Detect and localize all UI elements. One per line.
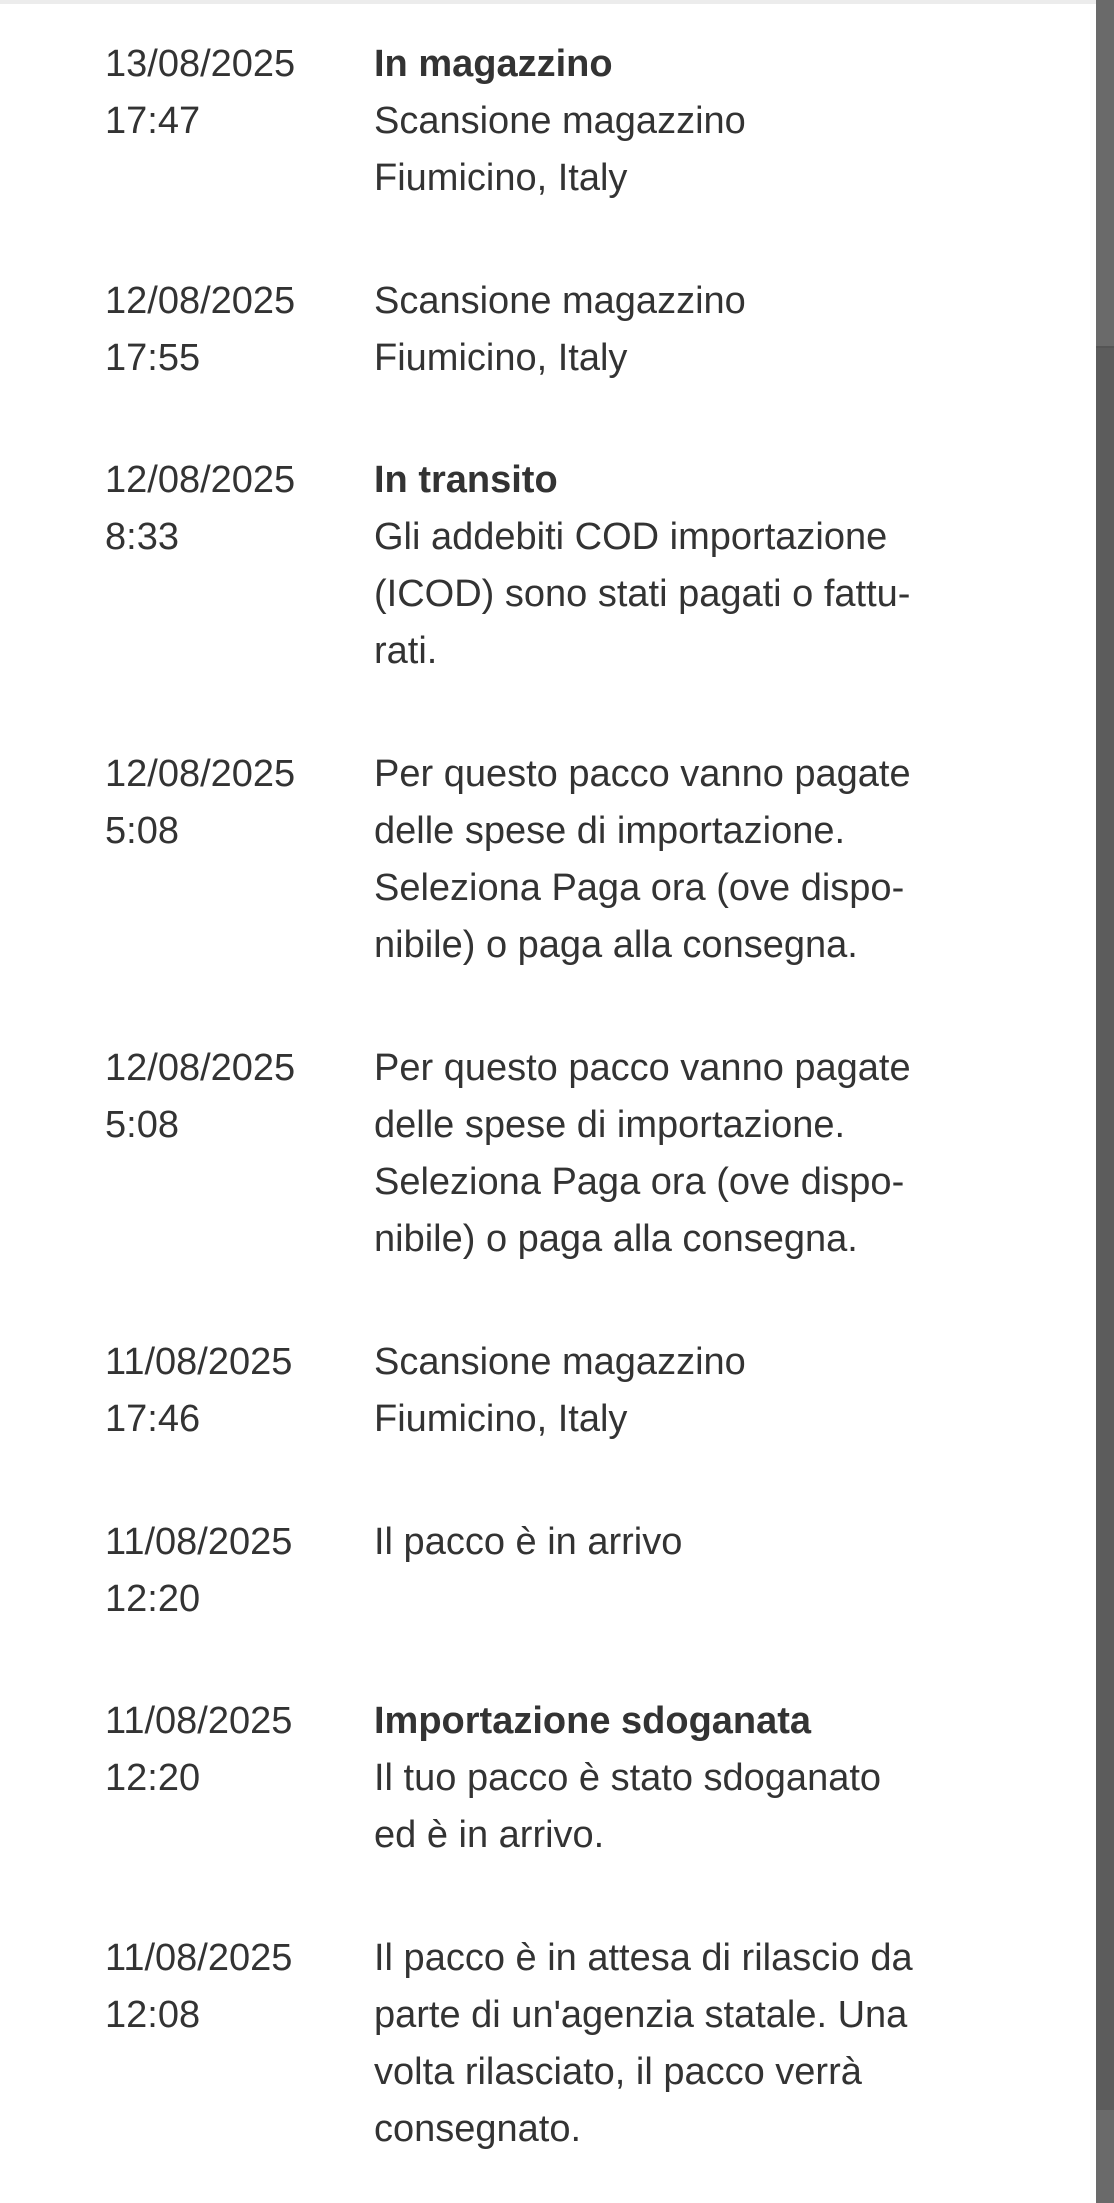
event-text-line: delle spese di importazione. (374, 810, 846, 852)
event-datetime (105, 36, 355, 150)
event-datetime (105, 1693, 355, 1807)
event-status: In magazzino (374, 43, 613, 85)
event-datetime (105, 746, 355, 860)
event-text-line: Seleziona Paga ora (ove dispo- (374, 1161, 905, 1203)
event-text-line: (ICOD) sono stati pagati o fattu- (374, 573, 911, 615)
event-date: 12/08/2025 (105, 753, 296, 795)
event-time: 12:20 (105, 1578, 201, 1620)
event-text-line: Per questo pacco vanno pagate (374, 753, 911, 795)
event-text-line: volta rilasciato, il pacco verrà (374, 2051, 862, 2093)
event-time: 5:08 (105, 1104, 179, 1146)
event-time: 8:33 (105, 516, 179, 558)
event-text-line: nibile) o paga alla consegna. (374, 1218, 858, 1260)
event-text-line: Gli addebiti COD importazione (374, 516, 888, 558)
event-datetime (105, 1040, 355, 1154)
event-text-line: Scansione magazzino (374, 280, 746, 322)
event-date: 12/08/2025 (105, 280, 296, 322)
scrollbar-lower-segment[interactable] (1096, 2110, 1114, 2203)
event-text-line: Per questo pacco vanno pagate (374, 1047, 911, 1089)
event-datetime (105, 273, 355, 387)
event-time: 17:47 (105, 100, 201, 142)
event-text-line: Seleziona Paga ora (ove dispo- (374, 867, 905, 909)
event-description (374, 273, 1014, 387)
event-text-line: rati. (374, 630, 438, 672)
event-description (374, 1334, 1014, 1448)
event-text-line: ed è in arrivo. (374, 1814, 605, 1856)
event-time: 17:46 (105, 1398, 201, 1440)
event-time: 17:55 (105, 337, 201, 379)
event-description (374, 746, 1014, 974)
event-date: 11/08/2025 (105, 1700, 293, 1742)
event-text-line: Il pacco è in arrivo (374, 1521, 683, 1563)
event-text-line: Fiumicino, Italy (374, 1398, 628, 1440)
event-datetime (105, 1514, 355, 1628)
event-text-line: consegnato. (374, 2108, 582, 2150)
event-date: 12/08/2025 (105, 1047, 296, 1089)
event-status: Importazione sdoganata (374, 1700, 812, 1742)
event-text-line: Il pacco è in attesa di rilascio da (374, 1937, 913, 1979)
event-datetime (105, 452, 355, 566)
event-text-line: Fiumicino, Italy (374, 157, 628, 199)
event-description (374, 1693, 1014, 1864)
event-text-line: Fiumicino, Italy (374, 337, 628, 379)
event-time: 5:08 (105, 810, 179, 852)
event-text-line: Scansione magazzino (374, 100, 746, 142)
event-time: 12:20 (105, 1757, 201, 1799)
event-datetime (105, 1930, 355, 2044)
event-date: 11/08/2025 (105, 1521, 293, 1563)
event-text-line: Scansione magazzino (374, 1341, 746, 1383)
event-status: In transito (374, 459, 558, 501)
event-text-line: delle spese di importazione. (374, 1104, 846, 1146)
event-datetime (105, 1334, 355, 1448)
event-text-line: parte di un'agenzia statale. Una (374, 1994, 908, 2036)
event-description (374, 36, 1014, 207)
event-date: 11/08/2025 (105, 1341, 293, 1383)
event-description (374, 1930, 1014, 2158)
event-text-line: nibile) o paga alla consegna. (374, 924, 858, 966)
event-date: 11/08/2025 (105, 1937, 293, 1979)
event-date: 12/08/2025 (105, 459, 296, 501)
event-date: 13/08/2025 (105, 43, 296, 85)
event-description (374, 452, 1014, 680)
event-text-line: Il tuo pacco è stato sdoganato (374, 1757, 882, 1799)
top-divider (0, 0, 1096, 4)
scrollbar-thumb[interactable] (1096, 0, 1114, 348)
event-description (374, 1040, 1014, 1268)
event-description (374, 1514, 1014, 1571)
event-time: 12:08 (105, 1994, 201, 2036)
